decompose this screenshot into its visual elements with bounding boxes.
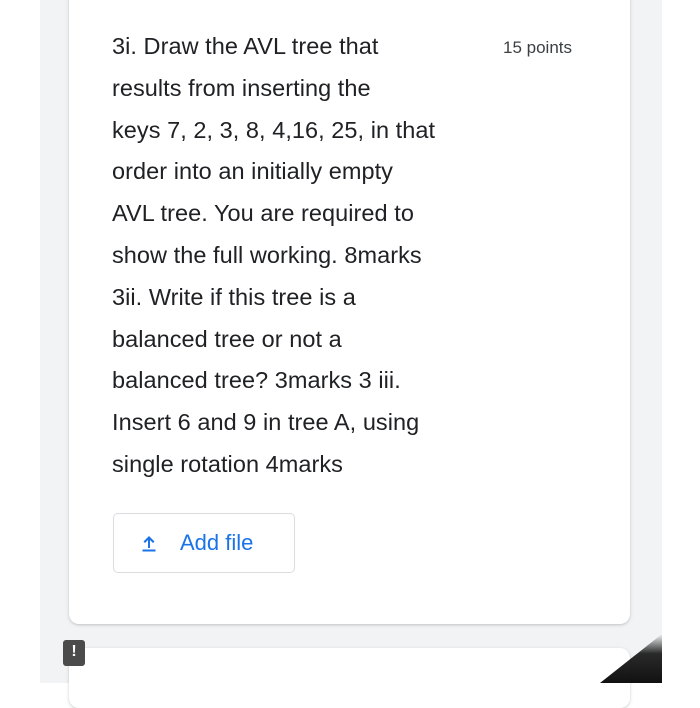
add-file-label: Add file (180, 530, 254, 555)
question-text: 3i. Draw the AVL tree that results from inserting the keys 7, 2, 3, 8, 4,16, 25, in that order into an initially empty AVL tree. You are required to show the full working. 8marks 3ii. Write if this tree is a balanced tree or not a balanced tree? 3marks 3 iii. Insert 6 and 9 in tree A, using single rotation 4marks (112, 33, 436, 477)
points-label: 15 points (503, 38, 572, 57)
upload-icon (138, 532, 160, 554)
add-file-button[interactable] (113, 513, 295, 573)
feedback-icon[interactable]: ! (63, 640, 85, 666)
next-question-card (69, 648, 630, 708)
